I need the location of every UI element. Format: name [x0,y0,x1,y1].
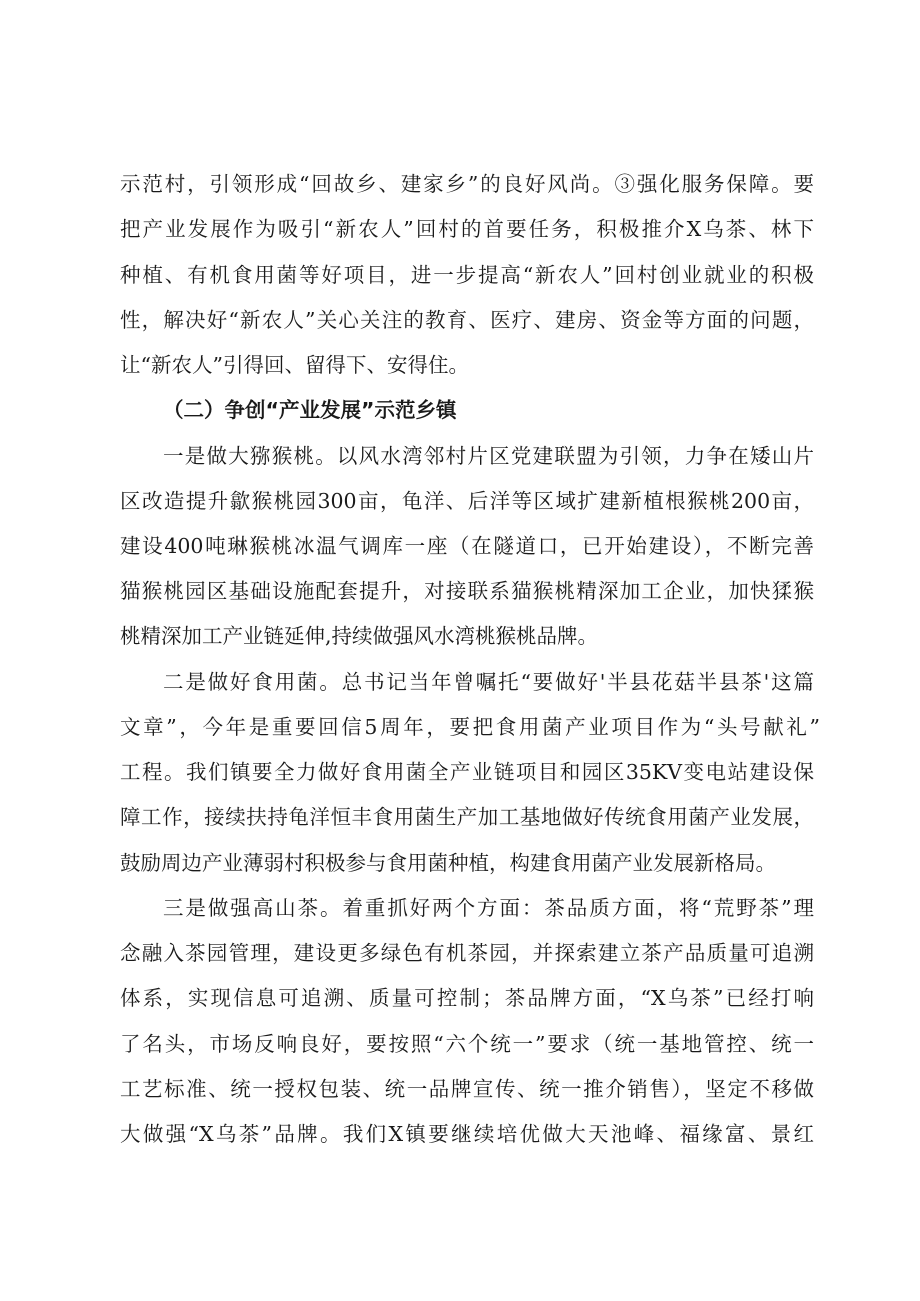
paragraph-4-line-2: 念融入茶园管理，建设更多绿色有机茶园，并探索建立茶产品质量可追溯 [120,941,814,965]
paragraph-3-line-3: 工程。我们镇要全力做好食用菌全产业链项目和园区35KV变电站建设保 [120,760,814,784]
paragraph-3-line-4: 障工作，接续扶持龟洋恒丰食用菌生产加工基地做好传统食用菌产业发展， [120,805,814,829]
paragraph-2-line-5: 桃精深加工产业链延伸,持续做强风水湾桃猴桃品牌。 [120,624,599,648]
paragraph-2-line-3: 建设400吨琳猴桃冰温气调库一座（在隧道口，已开始建设），不断完善 [120,534,814,558]
paragraph-4-line-1: 三是做强高山茶。着重抓好两个方面：茶品质方面，将“荒野茶”理 [163,896,814,920]
paragraph-2-line-1: 一是做大猕猴桃。以风水湾邻村片区党建联盟为引领，力争在矮山片 [163,444,814,468]
paragraph-4-line-5: 工艺标准、统一授权包装、统一品牌宣传、统一推介销售），坚定不移做 [120,1077,814,1101]
paragraph-4-line-6: 大做强“X乌茶”品牌。我们X镇要继续培优做大天池峰、福缘富、景红 [120,1122,814,1146]
paragraph-1-line-2: 把产业发展作为吸引“新农人”回村的首要任务，积极推介X乌茶、林下 [120,217,814,241]
section-heading: （二）争创“产业发展”示范乡镇 [163,398,457,422]
paragraph-3-line-2: 文章”，今年是重要回信5周年，要把食用菌产业项目作为“头号献礼” [120,715,820,739]
paragraph-3-line-5: 鼓励周边产业薄弱村积极参与食用菌种植，构建食用菌产业发展新格局。 [120,851,776,875]
paragraph-1-line-3: 种植、有机食用菌等好项目，进一步提高“新农人”回村创业就业的积极 [120,263,814,287]
paragraph-4-line-3: 体系，实现信息可追溯、质量可控制；茶品牌方面，“X乌茶”已经打响 [120,986,814,1010]
paragraph-1-line-1: 示范村，引领形成“回故乡、建家乡”的良好风尚。③强化服务保障。要 [120,172,814,196]
paragraph-2-line-2: 区改造提升歙猴桃园300亩，龟洋、后洋等区域扩建新植根猴桃200亩， [120,489,814,513]
paragraph-1-line-4: 性，解决好“新农人”关心关注的教育、医疗、建房、资金等方面的问题， [120,308,814,332]
paragraph-3-line-1: 二是做好食用菌。总书记当年曾嘱托“要做好'半县花菇半县茶'这篇 [163,670,814,694]
paragraph-1-line-5: 让“新农人”引得回、留得下、安得住。 [120,353,469,377]
paragraph-2-line-4: 猫猴桃园区基础设施配套提升，对接联系猫猴桃精深加工企业，加快猱猴 [120,579,814,603]
paragraph-4-line-4: 了名头，市场反响良好，要按照“六个统一”要求（统一基地管控、统一 [120,1032,814,1056]
